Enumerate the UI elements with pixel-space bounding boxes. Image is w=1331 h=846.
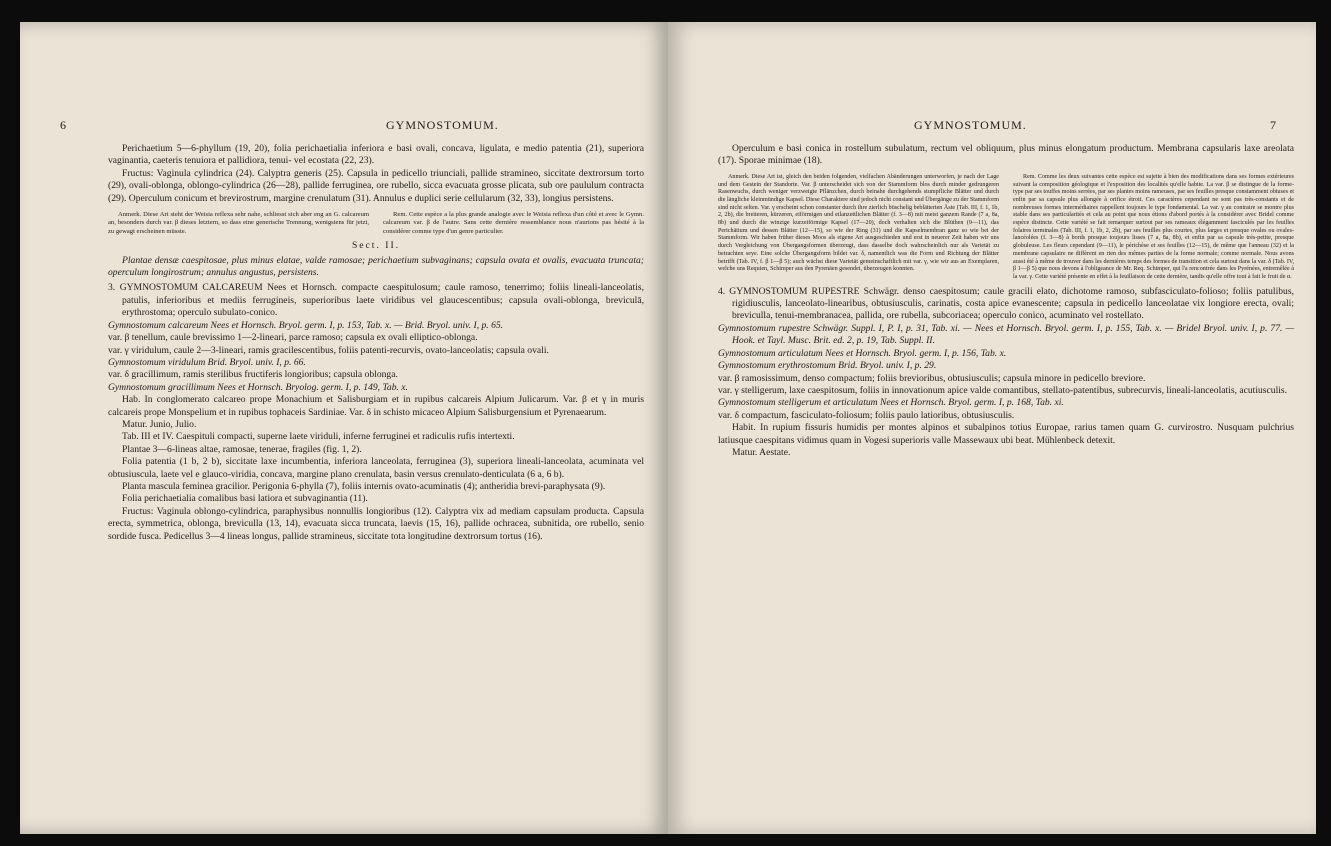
- var-delta: var. δ compactum, fasciculato-foliosum; foliis paulo latioribus, obtusiusculis.: [718, 409, 1015, 421]
- note-french: Rem. Comme les deux suivantes cette espèce est sujette à bien des modifications dans ses formes extérieures suivant la composition géologique et l'exposition des localités qu'elle habite. La var. β se distingue de la forme-type par ses touffes moins serrées, par ses plantes moins rameuses, par ses feuilles presque constamment obtuses et enfin par sa capsule plus allongée à orifice étroit. Ces caractères cependant ne sont pas très-constants et de nombreuses formes intermédiaires rappellent toujours le type fondamental. La var. γ au contraire se montre plus stable dans ses particularités et cela au point que nous étions d'abord portés à la considérer avec Bridel comme espèce distincte. Cette variété se fait remarquer surtout par ses rameaux élégamment fasciculés par les feuilles folaires terminales (Tab. III, f. 1, 1b, 2, 2b), par ses feuilles plus courtes, plus larges et presque ovales ou ovales-lancéolées (f. 3—8) à bords presque toujours lisses (7 a, 8a, 8b), et enfin par sa capsule très-petite, presque globuleuse. Les fleurs cependant (9—11), le périchèse et ses feuilles (12—15), de même que l'anneau (32) et la membrane capsulaire ne diffèrent en rien des mêmes parties de la forme normale; comme normale. Nous avons aussi été à même de trouver dans les dernières temps des formes de transition et cela surtout dans la var. δ (Tab. IV, β 1—β 5) que nous devons à l'obligeance de Mr. Req. Schimper, qui l'a rencontrée dans les Pyrénées, entremêlée à la var. γ. Cette variété présente en effet à la feuillaison de cette dernière, tandis qu'elle offre tout à fait le fruit de α.: [1013, 173, 1294, 280]
- var-gamma: var. γ stelligerum, laxe caespitosum, foliis in innovationum apice valde comantibus, stellato-patentibus, subrecurvis, lineali-lanceolatis, acutiusculis.: [718, 384, 1288, 396]
- operculum-paragraph: Operculum e basi conica in rostellum subulatum, rectum vel obliquum, plus minus elongatum productum. Membrana capsularis laxe areolata (17). Sporae minimae (18).: [718, 143, 1294, 167]
- section-diagnosis: Plantae densæ caespitosae, plus minus elatae, valde ramosae; perichaetium subvaginans; capsula ovata et ovalis, evacuata truncata; operculum longirostrum; annulus angustus, persistens.: [108, 254, 644, 279]
- synonym-rupestre: Gymnostomum rupestre Schwägr. Suppl. I, P. I, p. 31, Tab. xi. — Nees et Hornsch. Bryol. germ. I, p. 155, Tab. x. — Bridel Bryol. univ. I, p. 77. — Hook. et Tayl. Musc. Brit. ed. 2, p. 19, Tab. Suppl. II.: [718, 322, 1294, 347]
- section-heading: Sect. II.: [351, 240, 401, 252]
- maturity-line: Matur. Aestate.: [732, 446, 791, 458]
- right-running-title: GYMNOSTOMUM.: [914, 118, 1027, 132]
- note-french: Rem. Cette espèce a la plus grande analogie avec le Weisia reflexa d'un côté et avec le Gymn. calcareum var. β de l'autre. Sans cette dernière ressemblance nous n'aurions pas hésité à la considérer comme type d'un genre particulier.: [383, 211, 644, 235]
- note-german: Anmerk. Diese Art steht der Weisia reflexa sehr nahe, schliesst sich aber eng an G. calcareum an, besonders durch var. β dieses letztern, so dass eine generische Trennung, wenigstens für jetzt, zu gewagt erscheinen müsste.: [108, 211, 369, 235]
- var-beta: var. β tenellum, caule brevissimo 1—2-lineari, parce ramoso; capsula ex ovali elliptico-oblonga.: [108, 332, 478, 344]
- right-page: [668, 22, 1316, 834]
- var-gamma: var. γ viridulum, caule 2—3-lineari, ramis gracilescentibus, foliis patenti-recurvis, ovato-lanceolatis; capsula ovali.: [108, 344, 549, 356]
- fructus-paragraph: Fructus: Vaginula cylindrica (24). Calyptra generis (25). Capsula in pedicello triunciali, pallide stramineo, siccitate dextrorsum torto (29), ovali-oblonga, oblongo-cylindrica (26—28), pallide ferruginea, ore rubello, sicca evacuata grosse plicata, sub ore paululum contracta (29). Operculum conicum et brevirostrum, margine crenulatum (31). Annulus e duplici serie cellularum (32, 33), longius persistens.: [108, 167, 644, 204]
- note-german: Anmerk. Diese Art ist, gleich den beiden folgenden, vielfachen Abänderungen unterworfen, je nach der Lage und dem Gestein der Standorte. Var. β unterscheidet sich von der Stammform blos durch minder gedrungeren Rasenwuchs, durch weniger verzweigte Pflänzchen, durch beinahe durchgehends stumpfliche Blätter und durch die längliche kleinmündige Kapsel. Diese Charaktere sind jedoch nicht constant und Übergänge zu der Stammform sind nicht selten. Var. γ erscheint schon constanter durch ihre zierlich büschelig beblätterten Äste (Tab. III, f. 1, 1b, 2, 2b), die breiteren, kürzeren, eiförmigen und eilanzettlichen Blätter (f. 3—8) mit meist ganzem Rande (7 a, 8a, 8b) und durch die winzige kurzeiförmige Kapsel (17—20), doch verhalten sich die Blüthen (9—11), das Perichätium und dessen Blätter (12—15), so wie der Ring (31) und die Kapselmembran ganz so wie bei der Stammform. Wir haben früher dieses Moos als eigene Art ausgeschieden und erst in neuerer Zeit haben wir uns durch Vergleichung von Übergangsformen überzeugt, dass dasselbe doch wahrscheinlich nur als Varietät zu betrachten seye. Eine solche Übergangsform bildet var. δ, namentlich was die Form und Richtung der Blätter betrifft (Tab. IV, f. β 1—β 5); auch wächst diese Varietät gemeinschaftlich mit var. γ, wie wir aus an Exemplaren, welche uns Requien, Schimper aus den Pyrenäen gesendet, überzeugen konnten.: [718, 173, 999, 273]
- synonym-calcareum: Gymnostomum calcareum Nees et Hornsch. Bryol. germ. I, p. 153, Tab. x. — Brid. Bryol. univ. I, p. 65.: [108, 319, 504, 331]
- plantae-paragraph: Plantae 3—6-lineas altae, ramosae, tenerae, fragiles (fig. 1, 2).: [122, 443, 362, 455]
- synonym-gracillimum: Gymnostomum gracillimum Nees et Hornsch. Bryolog. germ. I, p. 149, Tab. x.: [108, 381, 408, 393]
- left-notes: [108, 211, 644, 236]
- synonym-stelligerum: Gymnostomum stelligerum et articulatum Nees et Hornsch. Bryol. germ. I, p. 168, Tab. xi.: [718, 397, 1064, 409]
- folia-paragraph: Folia patentia (1 b, 2 b), siccitate laxe incumbentia, inferiora lanceolata, ferruginea (3), superiora lineali-lanceolata, acuminata vel obtusiuscula, laete vel e glauco-viridia, concava, margine plano crenulata, basin versus crenulato-denticulata (6 a, 6 b).: [108, 456, 644, 480]
- synonym-erythrostomum: Gymnostomum erythrostomum Brid. Bryol. univ. I, p. 29.: [718, 360, 937, 372]
- planta-mascula-paragraph: Planta mascula feminea gracilior. Perigonia 6-phylla (7), foliis internis ovato-acuminatis (4); antheridia brevi-paraphysata (9).: [122, 480, 606, 492]
- right-notes: [718, 174, 1294, 282]
- fructus-calcareum-paragraph: Fructus: Vaginula oblongo-cylindrica, paraphysibus nonnullis longioribus (12). Calyptra vix ad mediam capsulam producta. Capsula erecta, symmetrica, oblonga, breviculla (13, 14), evacuata sicca truncata, laevis (15, 16), pallide ochracea, subnitida, ore rubello, senio sordide fusca. Pedicellus 3—4 lineas longus, pallide stramineus, siccitate tota longitudine dextrorsum tortus (16).: [108, 505, 644, 542]
- left-body: [20, 143, 668, 543]
- tab-description: Tab. III et IV. Caespituli compacti, superne laete viriduli, inferne ferruginei et radiculis rufis intertexti.: [122, 431, 515, 443]
- left-running-title: GYMNOSTOMUM.: [386, 118, 499, 132]
- habitat-paragraph: Habit. In rupium fissuris humidis per montes alpinos et subalpinos totius Europae, rarius tamen quam G. curvirostro. Nusquam pulchrius latiusque caespitans vidimus quam in Vogesi superioris valle Massewaux ubi beat. Mühlenbeck detexit.: [718, 422, 1294, 446]
- var-delta: var. δ gracillimum, ramis sterilibus fructiferis longioribus; capsula oblonga.: [108, 369, 398, 381]
- left-page: [20, 22, 668, 834]
- right-page-number: 7: [1270, 118, 1276, 132]
- synonym-articulatum: Gymnostomum articulatum Nees et Hornsch. Bryol. germ. I, p. 156, Tab. x.: [718, 347, 1007, 359]
- perichaetium-paragraph: Perichaetium 5—6-phyllum (19, 20), folia perichaetialia inferiora e basi ovali, concava, ligulata, e medio patentia (21), superiora vaginantia, caeteris tenuiora et pallidiora, tenui- vel ecostata (22, 23).: [108, 143, 644, 167]
- var-beta: var. β ramosissimum, denso compactum; foliis brevioribus, obtusiusculis; capsula minore in pedicello breviore.: [718, 372, 1146, 384]
- maturity-line: Matur. Junio, Julio.: [122, 418, 197, 430]
- species-3-heading: 3. GYMNOSTOMUM CALCAREUM Nees et Hornsch. compacte caespitulosum; caule ramoso, tenerrimo; foliis lineali-lanceolatis, patulis, inferioribus et mediis ferrugineis, superioribus laete viridibus vel glaucescentibus; capsula ovali-oblonga, breviculā, erythrostoma; operculo subulato-conico.: [108, 282, 644, 319]
- synonym-viridulum: Gymnostomum viridulum Brid. Bryol. univ. I, p. 66.: [108, 356, 306, 368]
- right-body: [668, 143, 1316, 459]
- folia-perichaetialia-paragraph: Folia perichaetialia comalibus basi latiora et subvaginantia (11).: [122, 493, 368, 505]
- species-4-heading: 4. GYMNOSTOMUM RUPESTRE Schwägr. denso caespitosum; caule gracili elato, dichotome ramoso, subfasciculato-folioso; foliis patulibus, rigidiusculis, lanceolato-linearibus, obtusiusculis, carinatis, costa apice evanescente; capsula in pedicello lanceolatae vix longiore erecta, ovali; breviculla, tenui-membranacea, pallida, ore rubella, subcoriacea; operculo conico, acuminato vel rostellato.: [718, 285, 1294, 322]
- left-page-number: 6: [60, 118, 66, 132]
- habitat-paragraph: Hab. In conglomerato calcareo prope Monachium et Salisburgiam et in rupibus calcareis Alpium Julicarum. Var. β et γ in muris calcareis prope Monspelium et in rupibus tophaceis Sardiniae. Var. δ in schisto micaceo Alpium Salisburgensium et Pyrenaearum.: [108, 394, 644, 418]
